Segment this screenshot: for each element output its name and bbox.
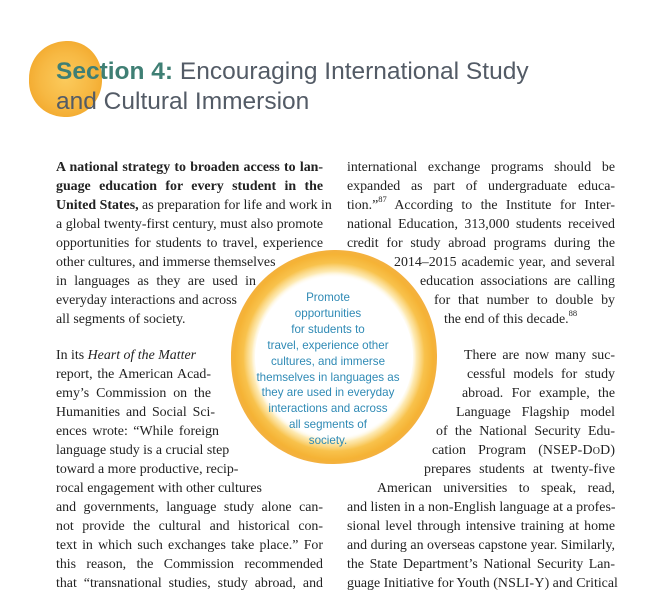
callout-line: opportunities (294, 306, 362, 320)
body-line: expanded as part of undergraduate educa- (347, 179, 615, 194)
body-line: cessful models for study (467, 367, 615, 382)
body-line: a global twenty-first century, must also promote (56, 217, 323, 232)
body-text: the end of this decade. (444, 312, 569, 327)
section-title-line-1: Encouraging International Study (173, 58, 529, 85)
callout-line: themselves in languages as (256, 370, 400, 384)
body-text: In its (56, 348, 88, 363)
callout-quote (250, 290, 406, 449)
body-text: tion.” (347, 198, 379, 213)
section-number: Section 4: (56, 58, 174, 85)
report-title: Heart of the Matter (87, 348, 197, 363)
body-line: abroad. For example, the (462, 386, 615, 401)
body-line: 2014–2015 academic year, and several (394, 255, 615, 270)
body-line: all segments of society. (56, 312, 186, 327)
callout-line: cultures, and immerse (270, 354, 386, 368)
callout-line: society. (308, 434, 348, 448)
body-line: this reason, the Commission recommended (56, 557, 323, 572)
body-line: sional level through intensive training at home (347, 519, 615, 534)
body-line (56, 196, 332, 215)
body-line: A national strategy to broaden access to lan- (56, 160, 323, 175)
body-line: everyday interactions and across (56, 293, 237, 308)
body-text: guage Initiative for Youth ( (347, 576, 498, 591)
body-line: and governments, language study alone can- (56, 500, 323, 515)
body-text: as preparation for life and work in (138, 198, 332, 213)
body-line: not provide the cultural and historical con- (56, 519, 323, 534)
body-line (432, 441, 615, 460)
body-line: opportunities for students to travel, experience (56, 236, 323, 251)
body-text: ) (610, 443, 615, 458)
callout-line: Promote (306, 291, 350, 304)
body-line: Language Flagship model (456, 405, 615, 420)
body-line: national Education, 313,000 students received (347, 217, 615, 232)
body-line (347, 574, 618, 593)
body-line: prepares students at twenty-five (424, 462, 615, 477)
body-line: international exchange programs should be (347, 160, 615, 175)
body-line (56, 346, 196, 365)
callout-line: they are used in everyday (261, 386, 395, 400)
body-line: in languages as they are used in (56, 274, 256, 289)
body-line (444, 310, 577, 329)
callout-line: travel, experience other (267, 338, 389, 352)
body-line: There are now many suc- (464, 348, 615, 363)
body-line: language study is a crucial step (56, 443, 230, 458)
body-text: cation Program ( (432, 443, 543, 458)
footnote-ref: 87 (378, 194, 387, 205)
footnote-ref: 88 (568, 308, 578, 319)
body-line: for that number to double by (434, 293, 615, 308)
body-line: credit for study abroad programs during the (347, 236, 615, 251)
program-acronym: NSLI-Y (497, 576, 545, 591)
body-line: ences wrote: “While foreign (56, 424, 219, 439)
body-line: rocal engagement with other cultures (56, 481, 262, 496)
callout-line: for students to (291, 322, 365, 336)
emphasis-text: United States, (56, 198, 139, 213)
body-line: report, the American Acad- (56, 367, 211, 382)
section-title-line-2: and Cultural Immersion (56, 88, 310, 115)
program-acronym: NSEP-DoD (542, 443, 611, 458)
body-text: ) and Critical (544, 576, 618, 591)
body-line: education associations are calling (420, 274, 615, 289)
section-heading (56, 57, 616, 117)
body-line: the State Department’s National Security Lan- (347, 557, 615, 572)
body-line: Humanities and Social Sci- (56, 405, 215, 420)
body-line: of the National Security Edu- (436, 424, 615, 439)
body-line: other cultures, and immerse themselves (56, 255, 276, 270)
body-line: and during an overseas capstone year. Similarly, (347, 538, 615, 553)
body-line: and listen in a non-English language at a profes- (347, 500, 616, 515)
body-line: that “transnational studies, study abroad, and (56, 576, 323, 591)
body-line: American universities to speak, read, (377, 481, 615, 496)
callout-line: interactions and across (268, 402, 388, 416)
body-text: According to the Institute for Inter- (386, 198, 615, 213)
callout-line: all segments of (289, 418, 367, 432)
body-line: toward a more productive, recip- (56, 462, 239, 477)
body-line: text in which such exchanges take place.” For (56, 538, 323, 553)
body-line (347, 196, 615, 215)
body-line: emy’s Commission on the (56, 386, 211, 401)
body-line: guage education for every student in the (56, 179, 323, 194)
